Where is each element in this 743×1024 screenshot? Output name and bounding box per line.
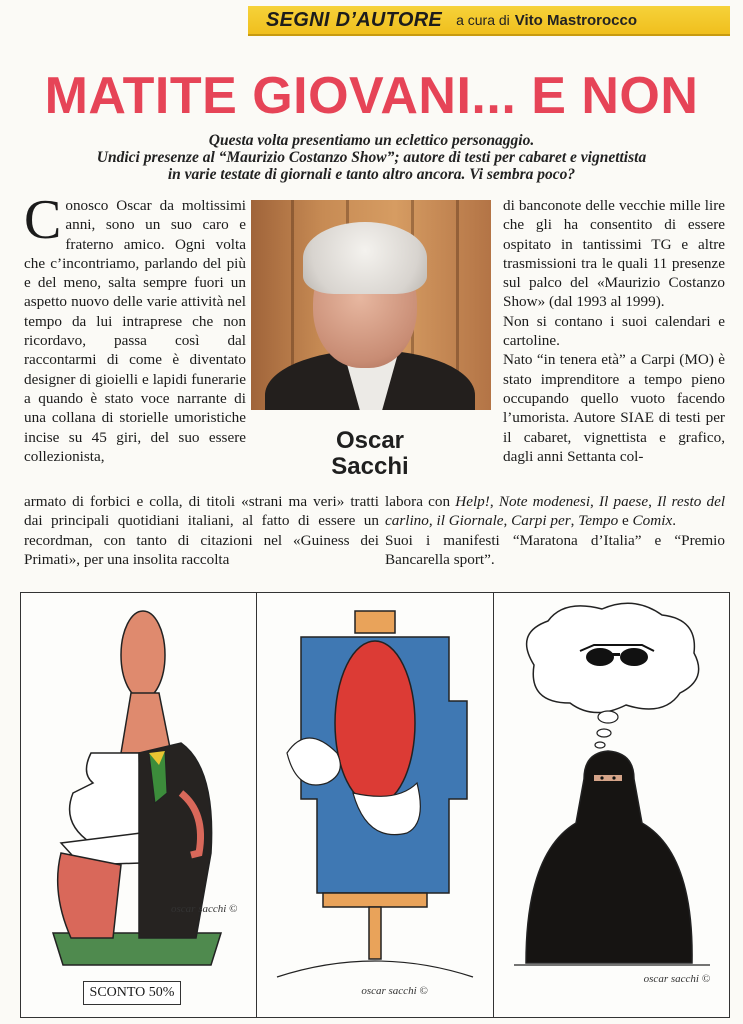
right-wide-paragraph-2: Suoi i manifesti “Maratona d’Italia” e “Premio Bancarella sport”. xyxy=(385,531,725,568)
editor-prefix: a cura di xyxy=(456,12,510,28)
right-wide-paragraph-1: labora con Help!, Note modenesi, Il paese, Il resto del carlino, il Giornale, Carpi per, Tempo e Comix. xyxy=(385,493,726,530)
editor-name: Vito Mastrorocco xyxy=(514,11,638,29)
right-paragraph-3: Nato “in tenera età” a Carpi (MO) è stato imprenditore a tempo pieno occupando quello vuoto facendo l’umorista. Autore SIAE di testi per il cabaret, vignettista e grafico, dagli anni Settanta col- xyxy=(503,351,725,465)
cartoon-panel-undressed-man xyxy=(21,593,257,1017)
portrait-hair xyxy=(303,222,427,294)
pub-il-giornale: il Giornale xyxy=(436,512,504,530)
article-right-wide xyxy=(385,492,725,569)
subtitle-line-3: in varie testate di giornali e tanto altro ancora. Vi sembra poco? xyxy=(167,166,576,183)
signature-panel-1: oscar sacchi © xyxy=(171,903,238,915)
cartoon-easel-drawing xyxy=(257,593,493,1017)
section-header-bar xyxy=(248,6,730,36)
signature-panel-3: oscar sacchi © xyxy=(643,973,711,985)
cartoon-strip xyxy=(20,592,730,1018)
cartoon-undressed-man-drawing xyxy=(21,593,255,1017)
subtitle xyxy=(60,132,683,183)
right-paragraph-2: Non si contano i suoi calendari e cartoline. xyxy=(503,312,725,350)
cartoon-niqab-drawing xyxy=(494,593,729,1017)
pub-il-paese: Il paese xyxy=(599,493,649,510)
left-column-text: onosco Oscar da moltissimi anni, sono un suo caro e fraterno amico. Ogni volta che c’incontriamo, parlando del più e del meno, salta sempre fuori un aspetto nuovo delle varie attività nel tempo da lui intraprese che non ricordavo, passa così dal raccontarmi di come è diventato designer di gioielli e lapidi funerarie a quando è stato voce narrante di una collana di storielle umoristiche incise su 45 giri, del suo essere collezionista, xyxy=(24,197,246,465)
drop-cap: C xyxy=(24,189,62,251)
section-label: SEGNI D’AUTORE xyxy=(266,8,443,31)
pub-comix: Comix xyxy=(632,512,673,530)
pub-note-modenesi: Note modenesi xyxy=(498,493,591,510)
pub-tempo: Tempo xyxy=(578,512,619,530)
pub-il-resto-del-carlino: Il resto del carlino xyxy=(385,493,726,530)
pub-carpi-per: Carpi per xyxy=(511,512,571,530)
article-left-column xyxy=(24,189,246,466)
article-right-column xyxy=(503,196,725,466)
signature-panel-2: oscar sacchi © xyxy=(361,985,428,997)
caption-first-name: Oscar xyxy=(335,427,405,454)
subtitle-line-2: Undici presenze al “Maurizio Costanzo Show”; autore di testi per cabaret e vignettista xyxy=(96,149,647,166)
left-wide-text: armato di forbici e colla, di titoli «strani ma veri» tratti dai principali quotidiani italiani, al fatto di essere un recordman, con tanto di citazioni nel «Guiness dei Primati», per una insolita raccolta xyxy=(24,493,379,568)
cartoon-panel-easel xyxy=(257,593,493,1017)
right-paragraph-1: di banconote delle vecchie mille lire che gli ha consentito di essere ospitato in tantissimi TG e altre trasmissioni tra le quali 11 presenze sul palco del «Maurizio Costanzo Show» (dal 1993 al 1999). xyxy=(503,197,725,311)
article-left-wide xyxy=(24,492,379,569)
pub-help: Help! xyxy=(455,493,490,510)
photo-caption xyxy=(300,428,440,480)
headline: MATITE GIOVANI... E NON xyxy=(44,67,699,125)
cartoon-panel-niqab xyxy=(494,593,729,1017)
portrait-photo xyxy=(251,200,491,410)
sale-sign: SCONTO 50% xyxy=(83,981,181,1005)
subtitle-line-1: Questa volta presentiamo un eclettico personaggio. xyxy=(208,132,535,149)
caption-last-name: Sacchi xyxy=(331,453,409,480)
